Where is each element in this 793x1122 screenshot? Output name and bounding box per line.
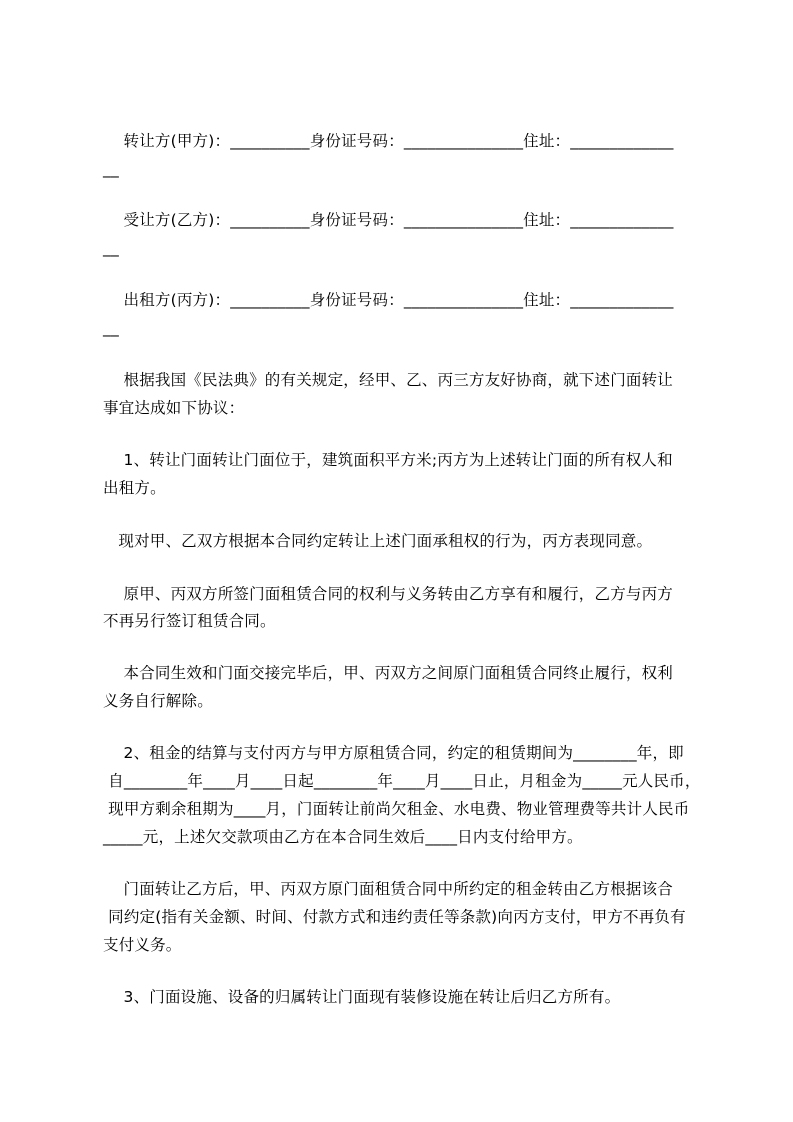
party-b-line: 受让方(乙方)：__________身份证号码：_______________住址：_____________: [103, 211, 674, 229]
terminate-paragraph-line1: 本合同生效和门面交接完毕后，甲、丙双方之间原门面租赁合同终止履行，权利: [103, 664, 674, 682]
terminate-paragraph-line2: 义务自行解除。: [103, 692, 213, 710]
clause2-line2: 自________年____月____日起________年____月____日止，月租金为_____元人民币，: [103, 772, 701, 790]
clause2-line1: 2、租金的结算与支付丙方与甲方原租赁合同，约定的租赁期间为________年，即: [103, 744, 684, 762]
party-b-line-cont: __: [103, 239, 119, 257]
party-c-line-cont: __: [103, 319, 119, 337]
intro-paragraph-line2: 事宜达成如下协议：: [103, 399, 245, 417]
party-a-line-cont: __: [103, 160, 119, 178]
clause1-line1: 1、转让门面转让门面位于，建筑面积平方米;丙方为上述转让门面的所有权人和: [103, 451, 673, 469]
transfer-paragraph-line1: 原甲、丙双方所签门面租赁合同的权利与义务转由乙方享有和履行，乙方与丙方: [103, 585, 674, 603]
party-c-line: 出租方(丙方)：__________身份证号码：_______________住址：_____________: [103, 291, 674, 309]
rent-paragraph-line3: 支付义务。: [103, 936, 182, 954]
clause1-line2: 出租方。: [103, 479, 166, 497]
rent-paragraph-line2: 同约定(指有关金额、时间、付款方式和违约责任等条款)向丙方支付，甲方不再负有: [103, 908, 686, 926]
agree-paragraph: 现对甲、乙双方根据本合同约定转让上述门面承租权的行为，丙方表现同意。: [103, 532, 653, 550]
clause3-line1: 3、门面设施、设备的归属转让门面现有装修设施在转让后归乙方所有。: [103, 988, 621, 1006]
clause2-line3: 现甲方剩余租期为____月，门面转让前尚欠租金、水电费、物业管理费等共计人民币: [103, 800, 690, 818]
transfer-paragraph-line2: 不再另行签订租赁合同。: [103, 612, 276, 630]
intro-paragraph-line1: 根据我国《民法典》的有关规定，经甲、乙、丙三方友好协商，就下述门面转让: [103, 371, 674, 389]
party-a-line: 转让方(甲方)：__________身份证号码：_______________住址：_____________: [103, 132, 674, 150]
clause2-line4: _____元，上述欠交款项由乙方在本合同生效后____日内支付给甲方。: [103, 828, 583, 846]
rent-paragraph-line1: 门面转让乙方后，甲、丙双方原门面租赁合同中所约定的租金转由乙方根据该合: [103, 880, 674, 898]
